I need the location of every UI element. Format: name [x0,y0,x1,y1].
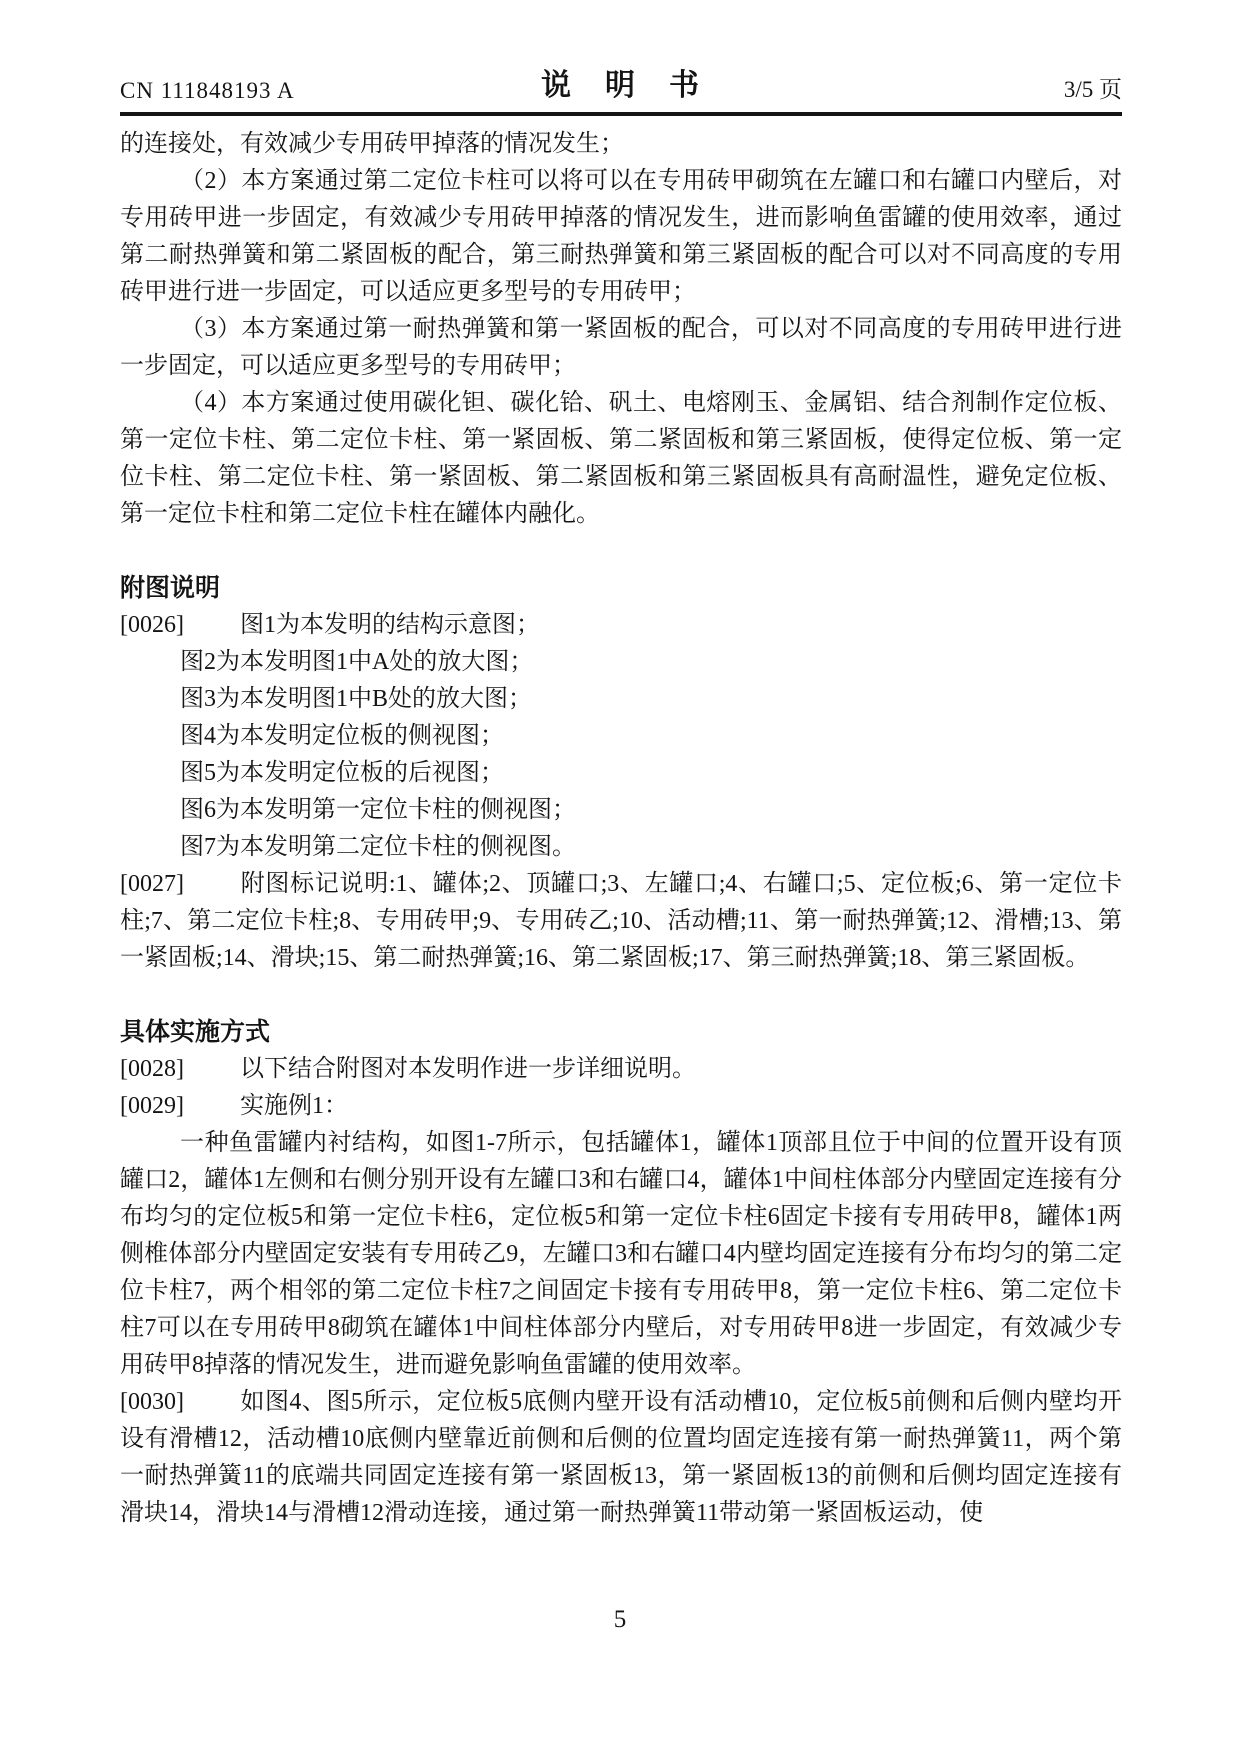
paragraph [120,866,1122,977]
paragraph-text: 实施例1： [240,1093,348,1119]
page-header [120,70,1122,104]
header-rule [120,112,1122,116]
paragraph-number: [0029] [120,1093,184,1119]
paragraph: 图3为本发明图1中B处的放大图； [180,686,533,712]
paragraph-number: [0026] [120,612,184,638]
paragraph-number: [0028] [120,1056,184,1082]
paragraph: 图4为本发明定位板的侧视图； [180,723,504,749]
paragraph: 的连接处，有效减少专用砖甲掉落的情况发生； [120,131,624,157]
paragraph: （2）本方案通过第二定位卡柱可以将可以在专用砖甲砌筑在左罐口和右罐口内壁后，对专用砖甲进一步固定，有效减少专用砖甲掉落的情况发生，进而影响鱼雷罐的使用效率，通过第二耐热弹簧和第二紧固板的配合，第三耐热弹簧和第三紧固板的配合可以对不同高度的专用砖甲进行进一步固定，可以适应更多型号的专用砖甲； [120,168,1122,305]
paragraph-text: 如图4、图5所示，定位板5底侧内壁开设有活动槽10，定位板5前侧和后侧内壁均开设有滑槽12，活动槽10底侧内壁靠近前侧和后侧的位置均固定连接有第一耐热弹簧11，两个第一耐热弹簧11的底端共同固定连接有第一紧固板13，第一紧固板13的前侧和后侧均固定连接有滑块14，滑块14与滑槽12滑动连接，通过第一耐热弹簧11带动第一紧固板运动，使 [120,1389,1122,1526]
paragraph-text: 图1为本发明的结构示意图； [240,612,540,638]
section-heading-embodiments: 具体实施方式 [120,1018,271,1046]
paragraph-number: [0030] [120,1389,184,1415]
paragraph: 图7为本发明第二定位卡柱的侧视图。 [180,834,576,860]
document-title: 说 明 书 [541,69,701,102]
publication-number: CN 111848193 A [120,78,295,103]
paragraph [120,1051,1122,1088]
paragraph: 一种鱼雷罐内衬结构，如图1-7所示，包括罐体1，罐体1顶部且位于中间的位置开设有顶罐口2，罐体1左侧和右侧分别开设有左罐口3和右罐口4，罐体1中间柱体部分内壁固定连接有分布均匀的定位板5和第一定位卡柱6，定位板5和第一定位卡柱6固定卡接有专用砖甲8，罐体1两侧椎体部分内壁固定安装有专用砖乙9，左罐口3和右罐口4内壁均固定连接有分布均匀的第二定位卡柱7，两个相邻的第二定位卡柱7之间固定卡接有专用砖甲8，第一定位卡柱6、第二定位卡柱7可以在专用砖甲8砌筑在罐体1中间柱体部分内壁后，对专用砖甲8进一步固定，有效减少专用砖甲8掉落的情况发生，进而避免影响鱼雷罐的使用效率。 [120,1130,1122,1378]
paragraph: 图6为本发明第一定位卡柱的侧视图； [180,797,576,823]
page-number: 5 [613,1606,627,1633]
paragraph [120,1384,1122,1532]
page-indicator: 3/5 页 [1063,77,1122,102]
paragraph-text: 以下结合附图对本发明作进一步详细说明。 [240,1056,696,1082]
paragraph [120,607,1122,644]
paragraph: （4）本方案通过使用碳化钽、碳化铪、矾土、电熔刚玉、金属铝、结合剂制作定位板、第一定位卡柱、第二定位卡柱、第一紧固板、第二紧固板和第三紧固板，使得定位板、第一定位卡柱、第二定位卡柱、第一紧固板、第二紧固板和第三紧固板具有高耐温性，避免定位板、第一定位卡柱和第二定位卡柱在罐体内融化。 [120,390,1122,527]
paragraph-text: 附图标记说明:1、罐体;2、顶罐口;3、左罐口;4、右罐口;5、定位板;6、第一定位卡柱;7、第二定位卡柱;8、专用砖甲;9、专用砖乙;10、活动槽;11、第一耐热弹簧;12、滑槽;13、第一紧固板;14、滑块;15、第二耐热弹簧;16、第二紧固板;17、第三耐热弹簧;18、第三紧固板。 [120,871,1122,971]
paragraph [120,1088,1122,1125]
paragraph: 图2为本发明图1中A处的放大图； [180,649,534,675]
page-footer [0,1606,1240,1634]
paragraph: （3）本方案通过第一耐热弹簧和第一紧固板的配合，可以对不同高度的专用砖甲进行进一步固定，可以适应更多型号的专用砖甲； [120,316,1122,379]
paragraph-number: [0027] [120,871,184,897]
paragraph: 图5为本发明定位板的后视图； [180,760,504,786]
document-body [120,126,1122,1532]
section-heading-figures: 附图说明 [120,574,221,602]
